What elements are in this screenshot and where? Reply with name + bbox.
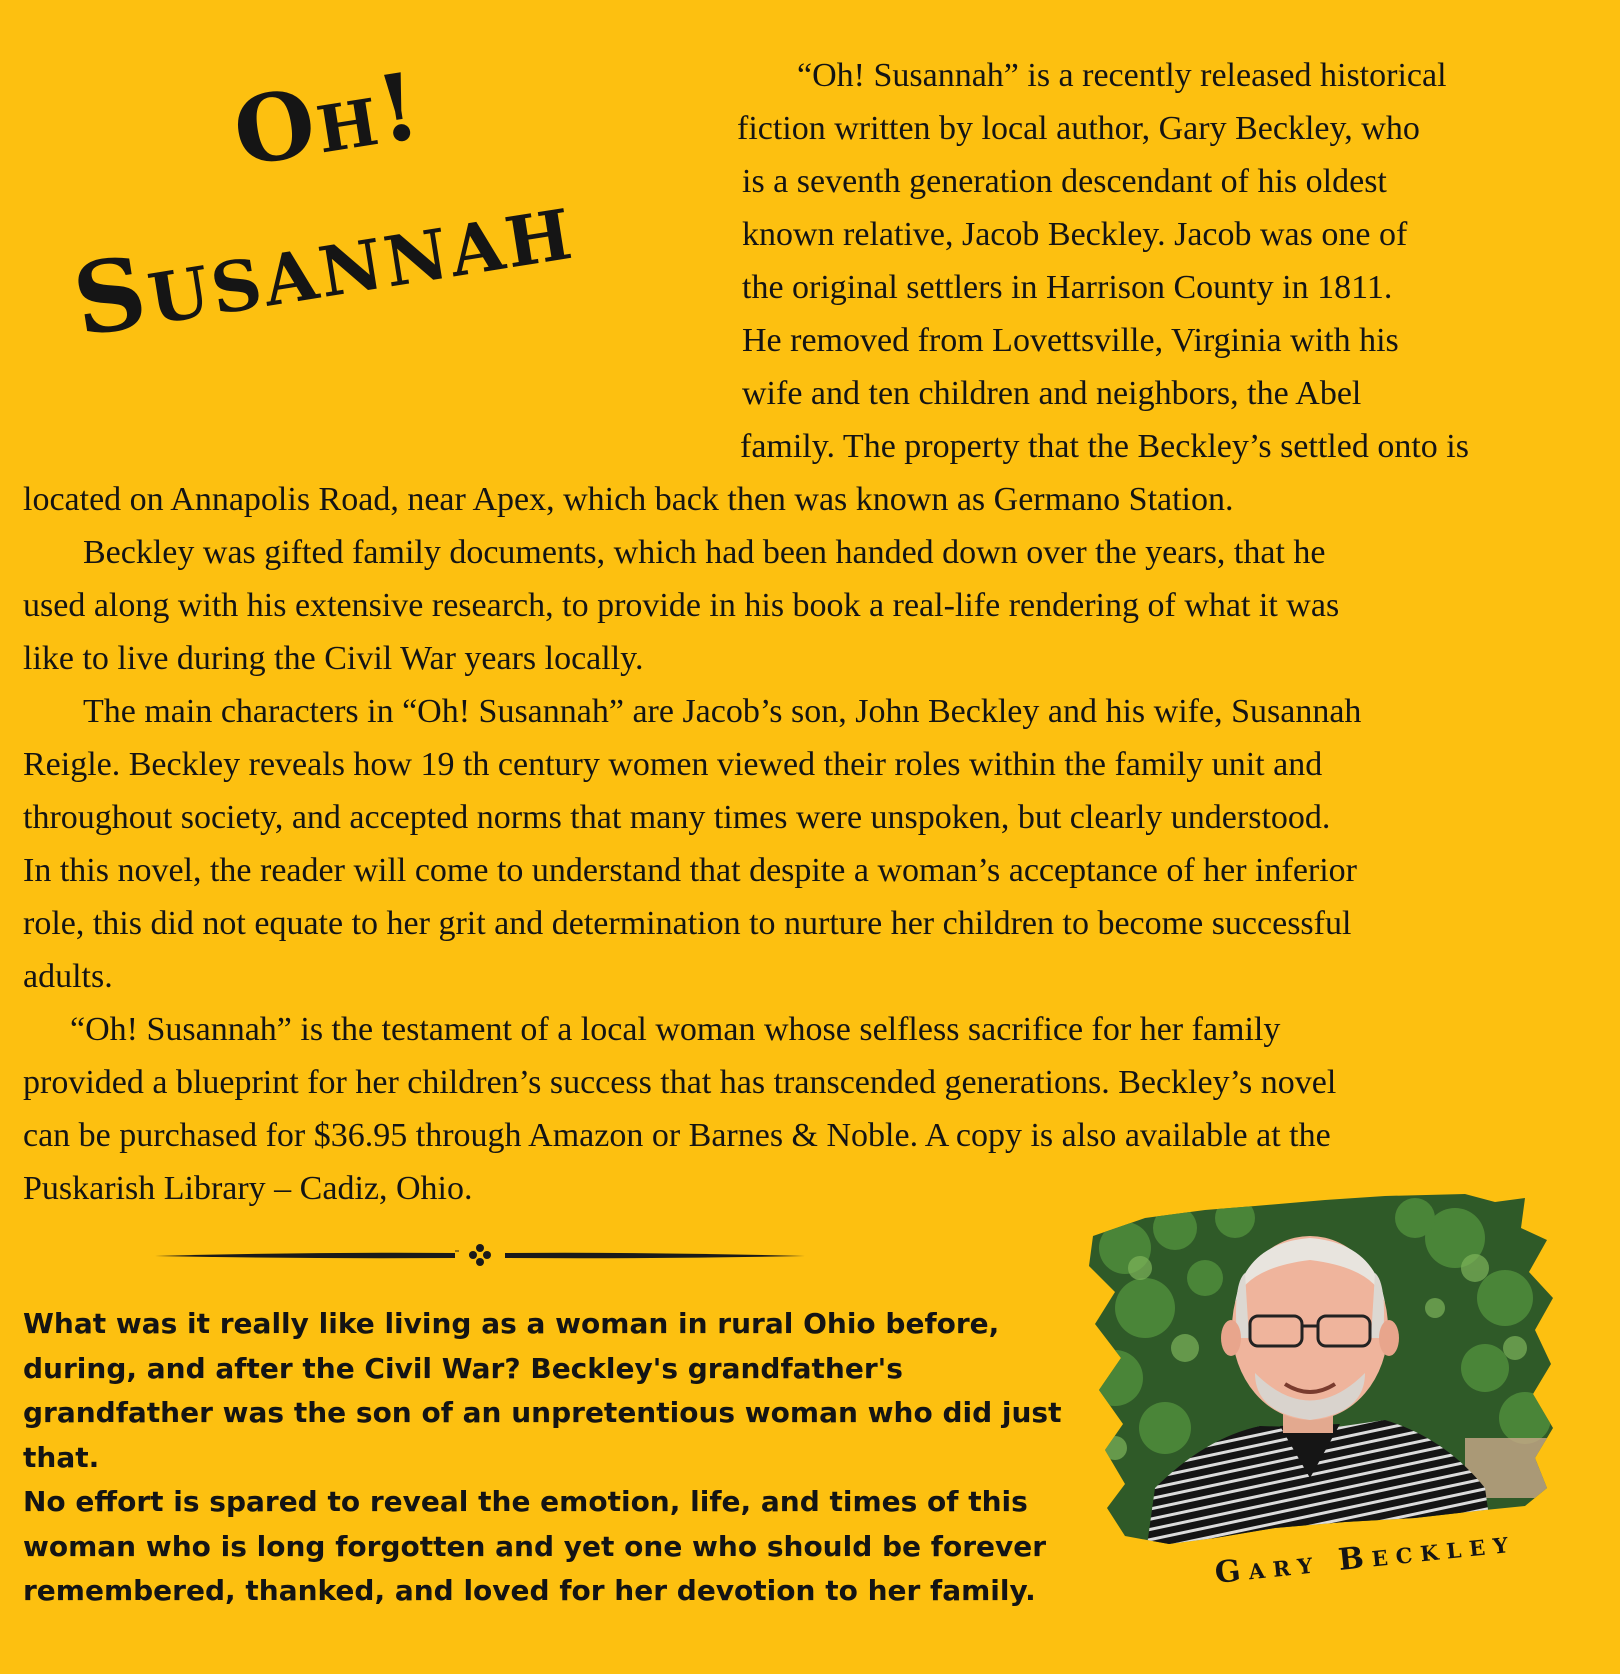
book-blurb <box>23 1302 1073 1614</box>
photo-caption: Gary Beckley <box>1213 1524 1518 1591</box>
article-line: In this novel, the reader will come to understand that despite a woman’s acceptance of her inferior <box>23 852 1358 889</box>
article-line: “Oh! Susannah” is a recently released historical <box>797 57 1447 94</box>
article-line: fiction written by local author, Gary Beckley, who <box>737 110 1420 147</box>
article-line: He removed from Lovettsville, Virginia with his <box>742 322 1399 359</box>
article-line: Reigle. Beckley reveals how 19 th century women viewed their roles within the family unit and <box>23 746 1323 783</box>
title-line-susannah: Susannah <box>66 166 581 360</box>
article-line: the original settlers in Harrison County in 1811. <box>742 269 1393 306</box>
article-line: adults. <box>23 958 113 995</box>
book-title <box>60 40 680 380</box>
article-line: throughout society, and accepted norms that many times were unspoken, but clearly understood. <box>23 799 1331 836</box>
article-line: Puskarish Library – Cadiz, Ohio. <box>23 1170 473 1207</box>
article-line: used along with his extensive research, to provide in his book a real-life rendering of what it was <box>23 587 1340 624</box>
fleuron-icon <box>469 1244 491 1266</box>
article-line: wife and ten children and neighbors, the Abel <box>742 375 1362 412</box>
article-line: is a seventh generation descendant of his oldest <box>742 163 1387 200</box>
blurb-paragraph: No effort is spared to reveal the emotion, life, and times of this woman who is long forgotten and yet one who should be forever remembered, thanked, and loved for her devotion to her family. <box>23 1485 1047 1607</box>
article-line: Beckley was gifted family documents, which had been handed down over the years, that he <box>83 534 1326 571</box>
article-line: provided a blueprint for her children’s success that has transcended generations. Beckley’s novel <box>23 1064 1337 1101</box>
author-photo <box>1085 1188 1555 1560</box>
article-line: family. The property that the Beckley’s settled onto is <box>740 428 1469 465</box>
article-line: The main characters in “Oh! Susannah” are Jacob’s son, John Beckley and his wife, Susannah <box>83 693 1362 730</box>
article-line: like to live during the Civil War years locally. <box>23 640 644 677</box>
blurb-paragraph: What was it really like living as a woman in rural Ohio before, during, and after the Civil War? Beckley's grandfather's grandfather was the son of an unpretentious woman who did just that. <box>23 1307 1062 1474</box>
article-line: located on Annapolis Road, near Apex, which back then was known as Germano Station. <box>23 481 1234 518</box>
article-line: role, this did not equate to her grit and determination to nurture her children to become successful <box>23 905 1352 942</box>
article-line: “Oh! Susannah” is the testament of a local woman whose selfless sacrifice for her family <box>70 1011 1281 1048</box>
ornamental-divider <box>155 1240 805 1270</box>
title-line-oh: Oh! <box>226 51 429 188</box>
article-line: can be purchased for $36.95 through Amazon or Barnes & Noble. A copy is also available at the <box>23 1117 1331 1154</box>
article-line: known relative, Jacob Beckley. Jacob was one of <box>742 216 1408 253</box>
